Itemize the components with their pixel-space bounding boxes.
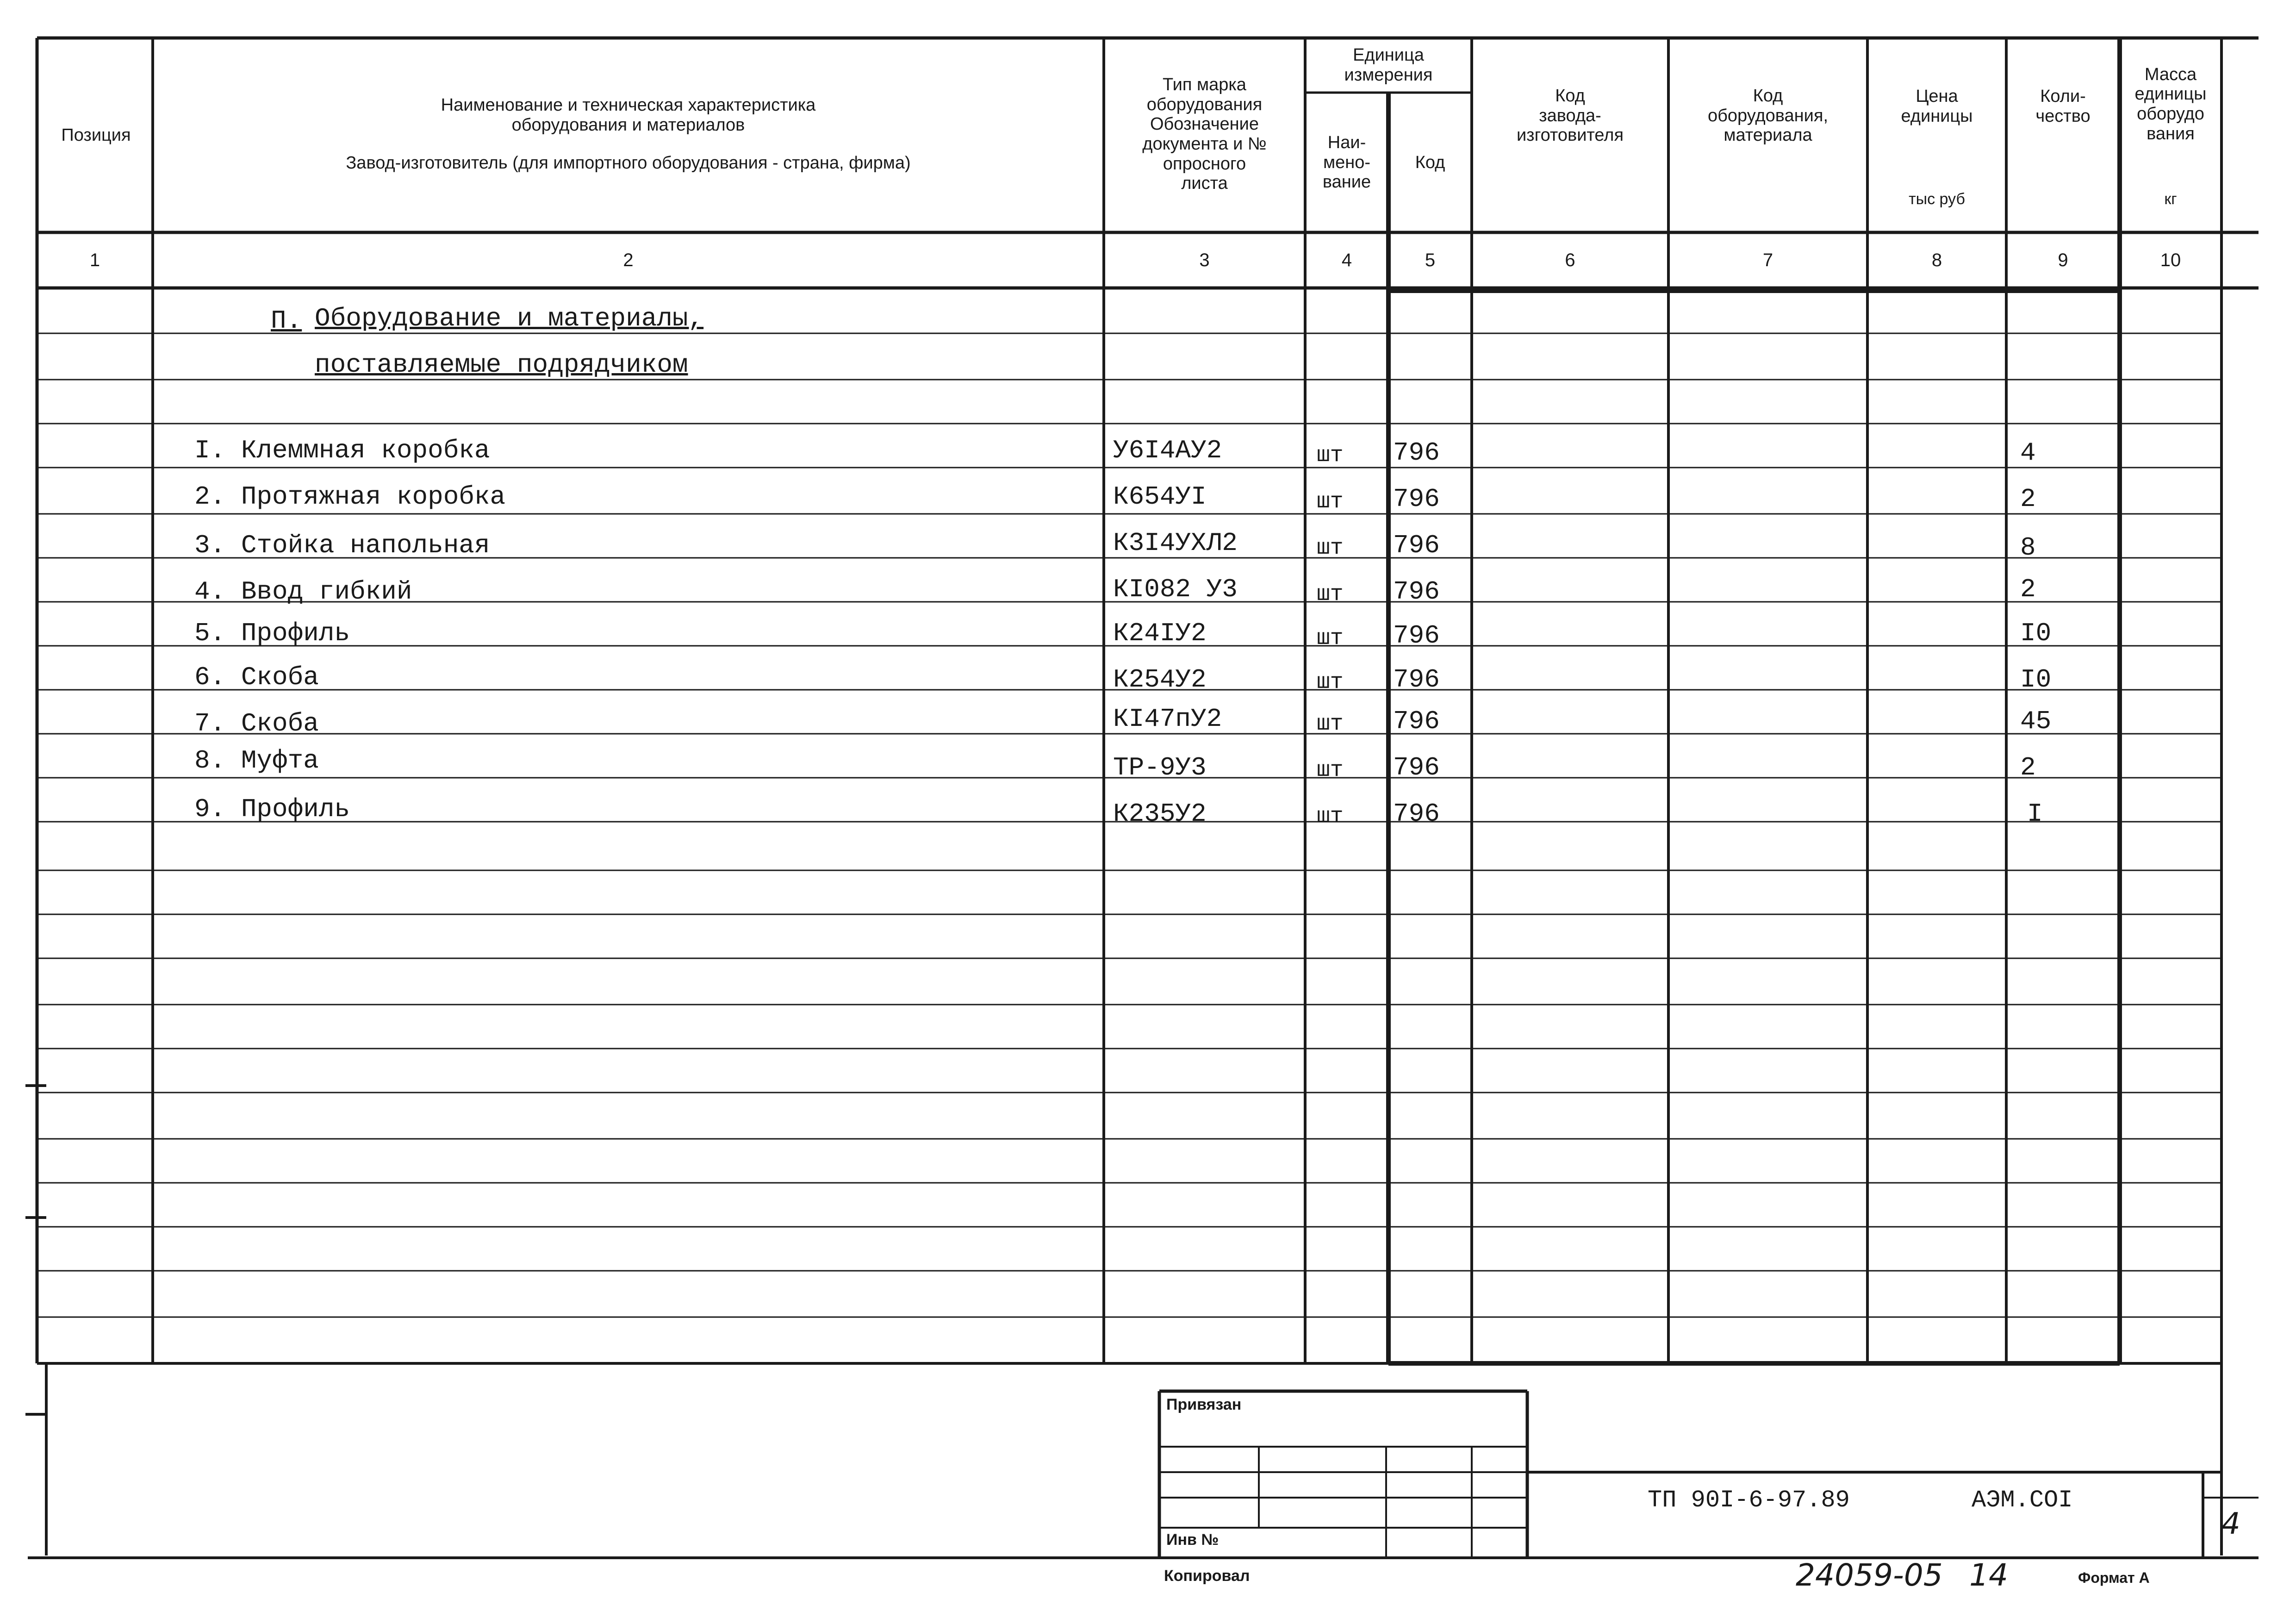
item-qty: 2 bbox=[2020, 484, 2036, 514]
item-code: 796 bbox=[1393, 621, 1440, 650]
column-number: 5 bbox=[1425, 250, 1436, 270]
item-code: 796 bbox=[1393, 753, 1440, 782]
item-name: 6. Скоба bbox=[194, 662, 319, 692]
header-factory-code: Код завода- изготовителя bbox=[1516, 86, 1624, 145]
item-qty: I0 bbox=[2020, 618, 2052, 648]
column-number: 6 bbox=[1565, 250, 1575, 270]
item-qty: 2 bbox=[2020, 753, 2036, 782]
item-unit: шт bbox=[1317, 626, 1344, 651]
header-position: Позиция bbox=[61, 125, 131, 145]
item-code: 796 bbox=[1393, 706, 1440, 736]
item-unit: шт bbox=[1317, 804, 1344, 829]
header-unit-name: Наи- мено- вание bbox=[1322, 133, 1371, 192]
sheet-number: 4 bbox=[2221, 1507, 2240, 1541]
header-name-line2: оборудования и материалов bbox=[511, 115, 745, 135]
column-number: 3 bbox=[1199, 250, 1210, 270]
item-code: 796 bbox=[1393, 799, 1440, 829]
item-type: К654УI bbox=[1113, 482, 1207, 512]
item-code: 796 bbox=[1393, 531, 1440, 560]
item-name: 9. Профиль bbox=[194, 794, 350, 824]
item-unit: шт bbox=[1317, 712, 1344, 737]
item-unit: шт bbox=[1317, 443, 1344, 468]
column-number: 1 bbox=[89, 250, 100, 270]
item-qty: 2 bbox=[2020, 575, 2036, 604]
item-unit: шт bbox=[1317, 758, 1344, 783]
header-quantity: Коли- чество bbox=[2035, 87, 2091, 126]
item-unit: шт bbox=[1317, 670, 1344, 695]
column-number: 9 bbox=[2058, 250, 2068, 270]
header-name bbox=[153, 69, 1104, 199]
item-qty: I0 bbox=[2020, 665, 2052, 694]
item-qty: 8 bbox=[2020, 533, 2036, 562]
item-code: 796 bbox=[1393, 438, 1440, 468]
archive-page-number: 14 bbox=[1969, 1557, 2008, 1593]
header-unit-group: Единица измерения bbox=[1344, 45, 1433, 85]
header-name-line3: Завод-изготовитель (для импортного оборудования - страна, фирма) bbox=[346, 153, 911, 173]
sheet-code: АЭМ.СОI bbox=[1972, 1487, 2073, 1514]
item-type: ТР-9У3 bbox=[1113, 753, 1207, 782]
column-number: 10 bbox=[2160, 250, 2181, 270]
archive-number: 24059-05 bbox=[1796, 1557, 1943, 1593]
column-number: 8 bbox=[1931, 250, 1942, 270]
item-name: 3. Стойка напольная bbox=[194, 531, 490, 560]
item-qty: 45 bbox=[2020, 706, 2052, 736]
header-unit-price: Цена единицы bbox=[1901, 87, 1973, 126]
item-name: 2. Протяжная коробка bbox=[194, 482, 506, 512]
header-name-line1: Наименование и техническая характеристика bbox=[441, 95, 816, 115]
header-unit-price-unit: тыс руб bbox=[1909, 190, 1965, 208]
item-qty: I bbox=[2027, 799, 2043, 829]
format-label: Формат А bbox=[2078, 1569, 2150, 1586]
item-unit: шт bbox=[1317, 536, 1344, 561]
header-unit-mass: Масса единицы оборудо вания bbox=[2134, 64, 2207, 144]
item-code: 796 bbox=[1393, 577, 1440, 606]
item-type: У6I4АУ2 bbox=[1113, 436, 1222, 465]
stamp-bound-label: Привязан bbox=[1166, 1396, 1242, 1413]
item-name: 8. Муфта bbox=[194, 746, 319, 775]
item-type: КI47пУ2 bbox=[1113, 704, 1222, 734]
column-number: 4 bbox=[1341, 250, 1352, 270]
item-name: 7. Скоба bbox=[194, 709, 319, 738]
stamp-inventory-label: Инв № bbox=[1166, 1531, 1219, 1549]
section-title-line1: Оборудование и материалы, bbox=[315, 304, 704, 333]
section-marker: П. bbox=[271, 306, 302, 336]
header-unit-code: Код bbox=[1415, 152, 1445, 172]
item-type: К235У2 bbox=[1113, 799, 1207, 829]
item-type: КI082 У3 bbox=[1113, 575, 1238, 604]
column-number: 2 bbox=[623, 250, 634, 270]
item-name: 4. Ввод гибкий bbox=[194, 577, 412, 606]
item-unit: шт bbox=[1317, 489, 1344, 514]
header-type: Тип марка оборудования Обозначение документа и № опросного листа bbox=[1142, 75, 1267, 194]
item-type: К3I4УХЛ2 bbox=[1113, 528, 1238, 558]
item-unit: шт bbox=[1317, 582, 1344, 607]
item-qty: 4 bbox=[2020, 438, 2036, 468]
copied-label: Копировал bbox=[1164, 1567, 1250, 1585]
column-number: 7 bbox=[1762, 250, 1773, 270]
item-type: К254У2 bbox=[1113, 665, 1207, 694]
section-title-line2: поставляемые подрядчиком bbox=[315, 350, 688, 380]
item-code: 796 bbox=[1393, 665, 1440, 694]
header-equipment-code: Код оборудования, материала bbox=[1707, 86, 1829, 145]
item-type: К24IУ2 bbox=[1113, 618, 1207, 648]
item-name: 5. Профиль bbox=[194, 618, 350, 648]
item-code: 796 bbox=[1393, 484, 1440, 514]
item-name: I. Клеммная коробка bbox=[194, 436, 490, 465]
document-code: ТП 90I-6-97.89 bbox=[1648, 1487, 1850, 1514]
header-unit-mass-unit: кг bbox=[2164, 190, 2177, 208]
